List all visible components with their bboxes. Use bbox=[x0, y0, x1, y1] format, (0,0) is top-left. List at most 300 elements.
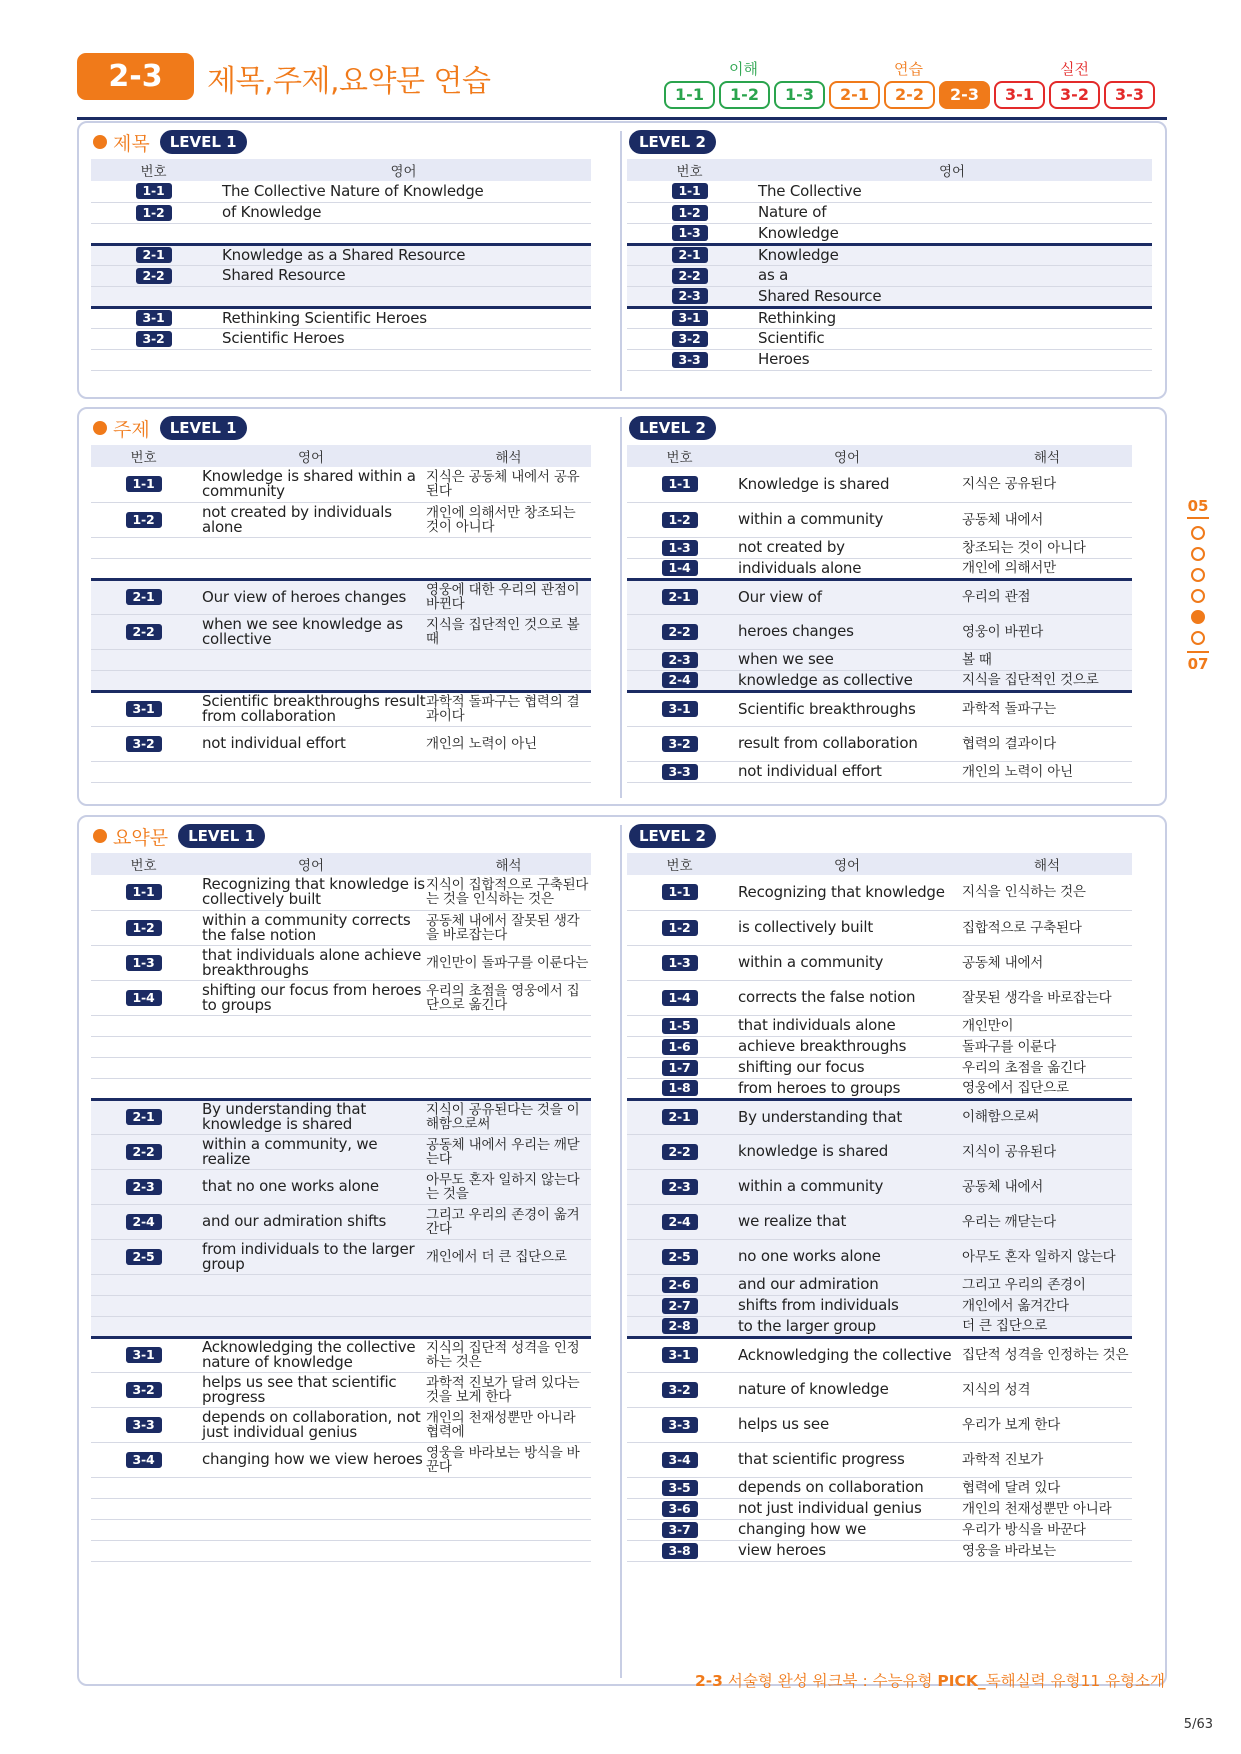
level2-badge: LEVEL 2 bbox=[629, 130, 716, 154]
table-row bbox=[627, 691, 1132, 726]
table-row bbox=[91, 1057, 591, 1078]
table-row bbox=[91, 670, 591, 691]
item-number-cell bbox=[627, 1204, 732, 1239]
item-number-tag: 1-1 bbox=[136, 183, 172, 199]
empty-cell bbox=[91, 1078, 591, 1099]
english-cell: and our admiration bbox=[732, 1274, 962, 1295]
unit-badge: 2-3 bbox=[77, 53, 194, 100]
korean-cell: 그리고 우리의 존경이 bbox=[962, 1274, 1132, 1295]
level2-table bbox=[627, 853, 1132, 1562]
table-row bbox=[91, 1498, 591, 1519]
table-row bbox=[91, 579, 591, 614]
item-number-cell bbox=[91, 328, 216, 349]
table-row bbox=[627, 670, 1132, 691]
item-number-cell bbox=[627, 502, 732, 537]
empty-cell bbox=[91, 286, 591, 307]
item-number-tag: 3-3 bbox=[126, 1417, 162, 1433]
table-row bbox=[627, 1036, 1132, 1057]
nav-button-1-3[interactable]: 1-3 bbox=[774, 81, 825, 109]
english-cell: Scientific bbox=[752, 328, 1152, 349]
header-rule bbox=[77, 117, 1167, 120]
item-number-cell bbox=[91, 1239, 196, 1274]
unit-navigation bbox=[664, 58, 1167, 110]
table-row bbox=[627, 1134, 1132, 1169]
bullet-dot bbox=[93, 421, 107, 435]
section-topic-practice bbox=[77, 407, 1167, 806]
item-number-tag: 2-2 bbox=[672, 268, 708, 284]
item-number-tag: 2-2 bbox=[126, 624, 162, 640]
table-row bbox=[91, 1015, 591, 1036]
english-cell: not created by bbox=[732, 537, 962, 558]
progress-bar-bottom bbox=[1187, 651, 1209, 653]
table-row bbox=[91, 614, 591, 649]
nav-button-3-1[interactable]: 3-1 bbox=[994, 81, 1045, 109]
table-row bbox=[91, 1078, 591, 1099]
english-cell: Knowledge bbox=[752, 223, 1152, 244]
item-number-tag: 1-7 bbox=[662, 1060, 698, 1076]
korean-cell: 지식은 공유된다 bbox=[962, 467, 1132, 502]
item-number-tag: 2-1 bbox=[672, 247, 708, 263]
item-number-tag: 3-7 bbox=[662, 1522, 698, 1538]
bullet-dot bbox=[93, 829, 107, 843]
empty-cell bbox=[91, 1015, 591, 1036]
korean-cell: 공동체 내에서 bbox=[962, 945, 1132, 980]
nav-button-2-3[interactable]: 2-3 bbox=[939, 81, 990, 109]
item-number-cell bbox=[627, 1337, 732, 1372]
section-title: 요약문 bbox=[113, 826, 169, 849]
col-header-number: 번호 bbox=[627, 445, 732, 467]
english-cell: not just individual genius bbox=[732, 1498, 962, 1519]
table-row bbox=[91, 1477, 591, 1498]
korean-cell: 우리의 초점을 옮긴다 bbox=[962, 1057, 1132, 1078]
table-row bbox=[627, 761, 1132, 782]
table-row bbox=[627, 910, 1132, 945]
english-cell: within a community bbox=[732, 1169, 962, 1204]
empty-cell bbox=[91, 349, 591, 370]
section-header-level2 bbox=[629, 130, 716, 154]
english-cell: within a community corrects the false notion bbox=[196, 910, 426, 945]
table-row bbox=[627, 307, 1152, 328]
col-header-korean: 해석 bbox=[426, 853, 591, 875]
english-cell: Shared Resource bbox=[216, 265, 591, 286]
korean-cell: 우리가 보게 한다 bbox=[962, 1407, 1132, 1442]
english-cell: Heroes bbox=[752, 349, 1152, 370]
table-row bbox=[91, 649, 591, 670]
item-number-tag: 2-1 bbox=[662, 1109, 698, 1125]
item-number-tag: 3-1 bbox=[126, 1347, 162, 1363]
level1-badge: LEVEL 1 bbox=[160, 416, 247, 440]
item-number-tag: 1-1 bbox=[662, 476, 698, 492]
item-number-tag: 2-3 bbox=[662, 1179, 698, 1195]
table-row bbox=[627, 1477, 1132, 1498]
english-cell: Acknowledging the collective nature of knowledge bbox=[196, 1337, 426, 1372]
item-number-tag: 1-4 bbox=[662, 990, 698, 1006]
table-row bbox=[91, 1372, 591, 1407]
item-number-cell bbox=[91, 1169, 196, 1204]
korean-cell: 아무도 혼자 일하지 않는다 bbox=[962, 1239, 1132, 1274]
table-row bbox=[627, 1057, 1132, 1078]
item-number-tag: 3-6 bbox=[662, 1501, 698, 1517]
item-number-cell bbox=[627, 875, 732, 910]
english-cell: Recognizing that knowledge is collectively built bbox=[196, 875, 426, 910]
item-number-cell bbox=[627, 223, 752, 244]
item-number-tag: 3-3 bbox=[662, 764, 698, 780]
english-cell: Rethinking bbox=[752, 307, 1152, 328]
table-row bbox=[627, 1498, 1132, 1519]
table-header-row bbox=[91, 445, 591, 467]
col-header-english: 영어 bbox=[216, 159, 591, 181]
item-number-cell bbox=[627, 1407, 732, 1442]
korean-cell: 협력에 달려 있다 bbox=[962, 1477, 1132, 1498]
empty-cell bbox=[91, 558, 591, 579]
korean-cell: 영웅을 바라보는 bbox=[962, 1540, 1132, 1561]
english-cell: helps us see that scientific progress bbox=[196, 1372, 426, 1407]
item-number-tag: 1-1 bbox=[126, 476, 162, 492]
korean-cell: 공동체 내에서 우리는 깨닫는다 bbox=[426, 1134, 591, 1169]
english-cell: that individuals alone achieve breakthroughs bbox=[196, 945, 426, 980]
item-number-cell bbox=[91, 244, 216, 265]
level1-badge: LEVEL 1 bbox=[178, 824, 265, 848]
item-number-tag: 2-2 bbox=[126, 1144, 162, 1160]
english-cell: Scientific breakthroughs result from collaboration bbox=[196, 691, 426, 726]
korean-cell: 개인에 의해서만 bbox=[962, 558, 1132, 579]
table-row bbox=[91, 1204, 591, 1239]
item-number-cell bbox=[627, 349, 752, 370]
section-title-practice bbox=[77, 121, 1167, 399]
item-number-cell bbox=[91, 1407, 196, 1442]
item-number-cell bbox=[627, 1295, 732, 1316]
progress-step-1 bbox=[1191, 526, 1205, 540]
col-header-english: 영어 bbox=[732, 445, 962, 467]
nav-button-3-2[interactable]: 3-2 bbox=[1049, 81, 1100, 109]
item-number-cell bbox=[91, 875, 196, 910]
table-row bbox=[91, 265, 591, 286]
korean-cell: 우리는 깨닫는다 bbox=[962, 1204, 1132, 1239]
progress-indicator bbox=[1187, 497, 1209, 673]
korean-cell: 지식이 공유된다는 것을 이해함으로써 bbox=[426, 1099, 591, 1134]
english-cell: Shared Resource bbox=[752, 286, 1152, 307]
column-divider bbox=[620, 131, 622, 391]
table-row bbox=[627, 328, 1152, 349]
item-number-cell bbox=[627, 328, 752, 349]
table-row bbox=[627, 649, 1132, 670]
table-row bbox=[91, 467, 591, 502]
progress-step-5-current bbox=[1191, 610, 1205, 624]
item-number-cell bbox=[627, 1239, 732, 1274]
item-number-cell bbox=[627, 1057, 732, 1078]
table-header-row bbox=[91, 159, 591, 181]
item-number-cell bbox=[627, 467, 732, 502]
english-cell: corrects the false notion bbox=[732, 980, 962, 1015]
table-row bbox=[627, 726, 1132, 761]
table-row bbox=[91, 1519, 591, 1540]
korean-cell: 지식의 성격 bbox=[962, 1372, 1132, 1407]
table-row bbox=[91, 691, 591, 726]
english-cell: when we see knowledge as collective bbox=[196, 614, 426, 649]
table-row bbox=[627, 1169, 1132, 1204]
korean-cell: 지식을 집단적인 것으로 볼 때 bbox=[426, 614, 591, 649]
english-cell: and our admiration shifts bbox=[196, 1204, 426, 1239]
section-title: 제목 bbox=[113, 132, 150, 155]
col-header-korean: 해석 bbox=[962, 445, 1132, 467]
table-row bbox=[91, 1239, 591, 1274]
item-number-cell bbox=[627, 1477, 732, 1498]
item-number-tag: 3-1 bbox=[126, 701, 162, 717]
table-row bbox=[91, 307, 591, 328]
nav-category-practice: 연습 bbox=[894, 60, 923, 78]
table-row bbox=[627, 467, 1132, 502]
item-number-tag: 1-5 bbox=[662, 1018, 698, 1034]
english-cell: Recognizing that knowledge bbox=[732, 875, 962, 910]
item-number-cell bbox=[91, 181, 216, 202]
english-cell: Nature of bbox=[752, 202, 1152, 223]
item-number-tag: 3-1 bbox=[662, 1347, 698, 1363]
nav-button-3-3[interactable]: 3-3 bbox=[1104, 81, 1155, 109]
col-header-english: 영어 bbox=[196, 445, 426, 467]
item-number-tag: 1-3 bbox=[672, 225, 708, 241]
english-cell: depends on collaboration, not just individual genius bbox=[196, 1407, 426, 1442]
table-header-row bbox=[627, 445, 1132, 467]
table-row bbox=[627, 1337, 1132, 1372]
table-row bbox=[91, 1540, 591, 1561]
table-row bbox=[627, 1295, 1132, 1316]
english-cell: not individual effort bbox=[732, 761, 962, 782]
korean-cell: 이해함으로써 bbox=[962, 1099, 1132, 1134]
table-row bbox=[91, 1316, 591, 1337]
level2-table bbox=[627, 159, 1152, 371]
english-cell: Scientific Heroes bbox=[216, 328, 591, 349]
item-number-cell bbox=[91, 1442, 196, 1477]
item-number-tag: 2-5 bbox=[126, 1249, 162, 1265]
table-header-row bbox=[627, 159, 1152, 181]
table-row bbox=[91, 558, 591, 579]
korean-cell: 지식이 공유된다 bbox=[962, 1134, 1132, 1169]
table-row bbox=[91, 726, 591, 761]
item-number-cell bbox=[627, 286, 752, 307]
item-number-cell bbox=[627, 202, 752, 223]
table-row bbox=[91, 1295, 591, 1316]
table-row bbox=[91, 286, 591, 307]
korean-cell: 지식이 집합적으로 구축된다는 것을 인식하는 것은 bbox=[426, 875, 591, 910]
table-row bbox=[91, 761, 591, 782]
table-row bbox=[91, 980, 591, 1015]
table-row bbox=[627, 537, 1132, 558]
table-row bbox=[91, 202, 591, 223]
item-number-tag: 2-1 bbox=[126, 589, 162, 605]
english-cell: not created by individuals alone bbox=[196, 502, 426, 537]
table-row bbox=[627, 202, 1152, 223]
item-number-tag: 3-3 bbox=[672, 352, 708, 368]
section-header-level1 bbox=[93, 416, 247, 440]
english-cell: Scientific breakthroughs bbox=[732, 691, 962, 726]
item-number-tag: 2-2 bbox=[136, 268, 172, 284]
section-title: 주제 bbox=[113, 418, 150, 441]
footer-code: 2-3 bbox=[694, 1672, 723, 1690]
section-header-level2 bbox=[629, 824, 716, 848]
english-cell: that individuals alone bbox=[732, 1015, 962, 1036]
english-cell: helps us see bbox=[732, 1407, 962, 1442]
item-number-tag: 3-3 bbox=[662, 1417, 698, 1433]
item-number-cell bbox=[627, 244, 752, 265]
english-cell: within a community bbox=[732, 945, 962, 980]
table-row bbox=[627, 1519, 1132, 1540]
item-number-cell bbox=[627, 1372, 732, 1407]
korean-cell: 지식은 공동체 내에서 공유된다 bbox=[426, 467, 591, 502]
item-number-cell bbox=[627, 579, 732, 614]
col-header-english: 영어 bbox=[732, 853, 962, 875]
korean-cell: 공동체 내에서 잘못된 생각을 바로잡는다 bbox=[426, 910, 591, 945]
table-row bbox=[627, 558, 1132, 579]
item-number-cell bbox=[91, 307, 216, 328]
progress-bar-top bbox=[1187, 517, 1209, 519]
table-row bbox=[627, 502, 1132, 537]
english-cell: from individuals to the larger group bbox=[196, 1239, 426, 1274]
english-cell: knowledge as collective bbox=[732, 670, 962, 691]
item-number-cell bbox=[91, 910, 196, 945]
table-row bbox=[91, 1337, 591, 1372]
english-cell: changing how we view heroes bbox=[196, 1442, 426, 1477]
english-cell: Rethinking Scientific Heroes bbox=[216, 307, 591, 328]
english-cell: from heroes to groups bbox=[732, 1078, 962, 1099]
english-cell: Knowledge bbox=[752, 244, 1152, 265]
korean-cell: 돌파구를 이룬다 bbox=[962, 1036, 1132, 1057]
item-number-tag: 2-3 bbox=[662, 652, 698, 668]
item-number-tag: 1-8 bbox=[662, 1080, 698, 1096]
nav-button-1-1[interactable]: 1-1 bbox=[664, 81, 715, 109]
korean-cell: 과학적 진보가 bbox=[962, 1442, 1132, 1477]
item-number-tag: 1-2 bbox=[126, 920, 162, 936]
level2-badge: LEVEL 2 bbox=[629, 416, 716, 440]
level2-table bbox=[627, 445, 1132, 783]
english-cell: depends on collaboration bbox=[732, 1477, 962, 1498]
english-cell: within a community, we realize bbox=[196, 1134, 426, 1169]
nav-category-understand: 이해 bbox=[729, 60, 758, 78]
item-number-cell bbox=[627, 307, 752, 328]
item-number-cell bbox=[91, 1134, 196, 1169]
item-number-cell bbox=[627, 265, 752, 286]
item-number-tag: 2-3 bbox=[672, 288, 708, 304]
item-number-tag: 3-2 bbox=[126, 1382, 162, 1398]
table-header-row bbox=[627, 853, 1132, 875]
item-number-tag: 1-1 bbox=[672, 183, 708, 199]
bullet-dot bbox=[93, 135, 107, 149]
nav-button-2-2[interactable]: 2-2 bbox=[884, 81, 935, 109]
item-number-cell bbox=[627, 1099, 732, 1134]
korean-cell: 개인에서 더 큰 집단으로 bbox=[426, 1239, 591, 1274]
table-row bbox=[91, 328, 591, 349]
nav-button-2-1[interactable]: 2-1 bbox=[829, 81, 880, 109]
empty-cell bbox=[91, 1477, 591, 1498]
progress-step-3 bbox=[1191, 568, 1205, 582]
item-number-cell bbox=[627, 691, 732, 726]
item-number-tag: 3-1 bbox=[136, 310, 172, 326]
col-header-korean: 해석 bbox=[962, 853, 1132, 875]
korean-cell: 개인에 의해서만 창조되는 것이 아니다 bbox=[426, 502, 591, 537]
english-cell: individuals alone bbox=[732, 558, 962, 579]
section-header-level2 bbox=[629, 416, 716, 440]
english-cell: Acknowledging the collective bbox=[732, 1337, 962, 1372]
table-row bbox=[91, 1407, 591, 1442]
korean-cell: 영웅에 대한 우리의 관점이 바뀐다 bbox=[426, 579, 591, 614]
item-number-cell bbox=[627, 649, 732, 670]
korean-cell: 협력의 결과이다 bbox=[962, 726, 1132, 761]
item-number-tag: 3-2 bbox=[662, 1382, 698, 1398]
item-number-tag: 2-2 bbox=[662, 1144, 698, 1160]
english-cell: that scientific progress bbox=[732, 1442, 962, 1477]
table-row bbox=[91, 502, 591, 537]
col-header-number: 번호 bbox=[627, 853, 732, 875]
col-header-english: 영어 bbox=[752, 159, 1152, 181]
table-row bbox=[627, 349, 1152, 370]
item-number-tag: 2-7 bbox=[662, 1298, 698, 1314]
table-row bbox=[627, 223, 1152, 244]
col-header-number: 번호 bbox=[91, 853, 196, 875]
item-number-tag: 1-3 bbox=[126, 955, 162, 971]
korean-cell: 아무도 혼자 일하지 않는다는 것을 bbox=[426, 1169, 591, 1204]
english-cell: of Knowledge bbox=[216, 202, 591, 223]
empty-cell bbox=[91, 1540, 591, 1561]
table-row bbox=[91, 1036, 591, 1057]
empty-cell bbox=[91, 1057, 591, 1078]
table-row bbox=[627, 980, 1132, 1015]
item-number-cell bbox=[627, 1498, 732, 1519]
english-cell: when we see bbox=[732, 649, 962, 670]
item-number-tag: 3-1 bbox=[672, 310, 708, 326]
korean-cell: 개인의 천재성뿐만 아니라 협력에 bbox=[426, 1407, 591, 1442]
english-cell: The Collective Nature of Knowledge bbox=[216, 181, 591, 202]
item-number-cell bbox=[627, 726, 732, 761]
table-row bbox=[91, 244, 591, 265]
item-number-cell bbox=[627, 1015, 732, 1036]
item-number-tag: 1-3 bbox=[662, 540, 698, 556]
korean-cell: 집합적으로 구축된다 bbox=[962, 910, 1132, 945]
section-summary-practice bbox=[77, 815, 1167, 1686]
table-row bbox=[627, 1015, 1132, 1036]
progress-step-2 bbox=[1191, 547, 1205, 561]
progress-step-4 bbox=[1191, 589, 1205, 603]
english-cell: result from collaboration bbox=[732, 726, 962, 761]
table-row bbox=[627, 614, 1132, 649]
item-number-cell bbox=[627, 181, 752, 202]
item-number-tag: 2-1 bbox=[126, 1109, 162, 1125]
english-cell: no one works alone bbox=[732, 1239, 962, 1274]
item-number-tag: 2-4 bbox=[126, 1214, 162, 1230]
korean-cell: 지식을 집단적인 것으로 bbox=[962, 670, 1132, 691]
item-number-tag: 1-2 bbox=[662, 512, 698, 528]
item-number-tag: 3-2 bbox=[136, 331, 172, 347]
item-number-tag: 3-8 bbox=[662, 1543, 698, 1559]
item-number-cell bbox=[91, 202, 216, 223]
item-number-tag: 2-6 bbox=[662, 1277, 698, 1293]
item-number-cell bbox=[91, 467, 196, 502]
english-cell: The Collective bbox=[752, 181, 1152, 202]
table-row bbox=[627, 579, 1132, 614]
english-cell: within a community bbox=[732, 502, 962, 537]
item-number-cell bbox=[627, 1519, 732, 1540]
nav-button-1-2[interactable]: 1-2 bbox=[719, 81, 770, 109]
item-number-cell bbox=[627, 1274, 732, 1295]
section-header-level1 bbox=[93, 824, 265, 848]
nav-category-real: 실전 bbox=[1060, 60, 1089, 78]
table-row bbox=[627, 286, 1152, 307]
col-header-english: 영어 bbox=[196, 853, 426, 875]
empty-cell bbox=[91, 537, 591, 558]
item-number-cell bbox=[91, 1337, 196, 1372]
item-number-tag: 3-4 bbox=[662, 1452, 698, 1468]
item-number-cell bbox=[91, 265, 216, 286]
table-row bbox=[91, 537, 591, 558]
item-number-cell bbox=[627, 761, 732, 782]
